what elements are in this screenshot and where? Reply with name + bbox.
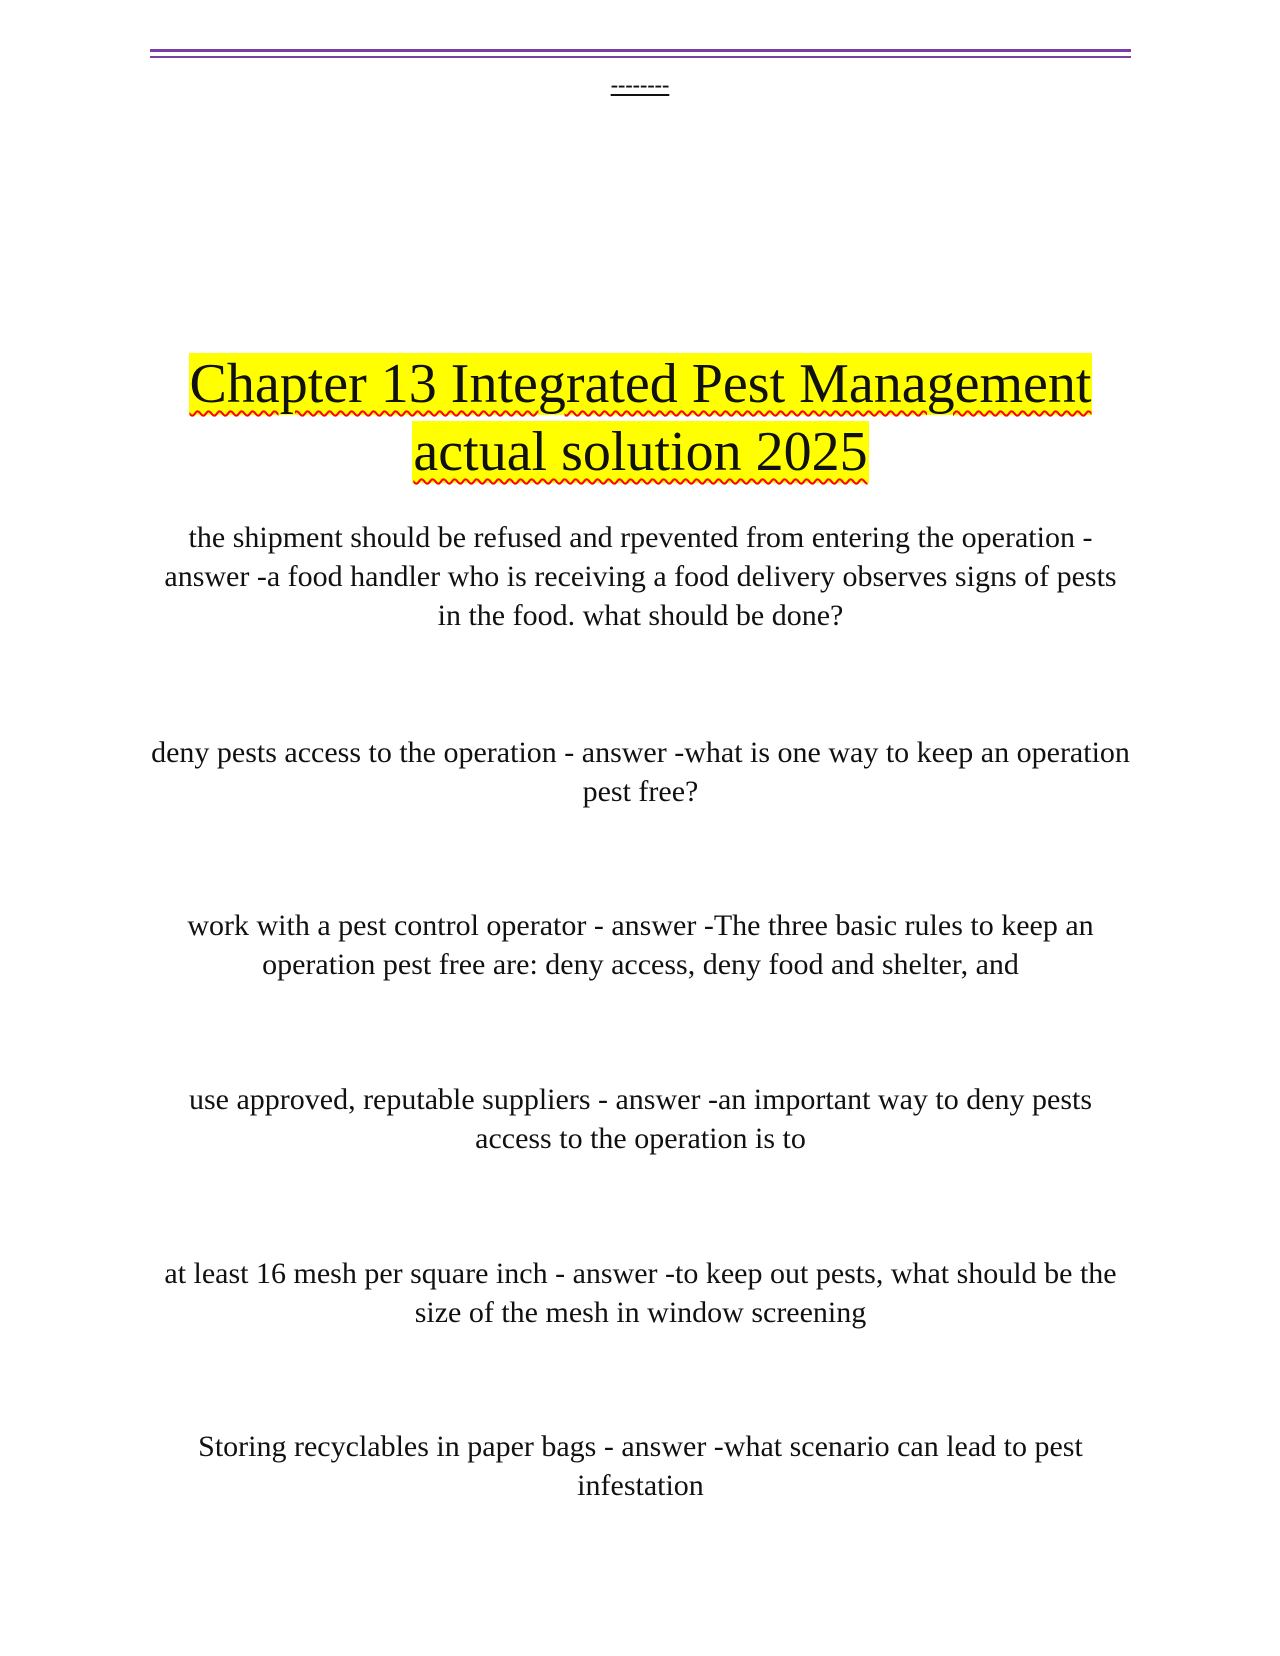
- qa-item-4: use approved, reputable suppliers - answer -an important way to deny pests access to the operation is to: [188, 1083, 1093, 1155]
- header-rule-bottom: [150, 56, 1131, 58]
- header-rule-top: [150, 49, 1131, 52]
- qa-item-3: work with a pest control operator - answer -The three basic rules to keep an operation pest free are: deny access, deny food and shelter, and: [187, 909, 1094, 981]
- qa-item-6: Storing recyclables in paper bags - answer -what scenario can lead to pest infestation: [198, 1430, 1083, 1502]
- title-line-2: actual solution 2025: [413, 421, 868, 483]
- qa-item-1: the shipment should be refused and rpevented from entering the operation - answer -a food handler who is receiving a food delivery observes signs of pests in the food. what should be done?: [164, 521, 1117, 632]
- document-title: [150, 350, 1131, 486]
- header-dashes: --------: [610, 72, 670, 97]
- title-line-1: Chapter 13 Integrated Pest Management: [189, 353, 1092, 415]
- qa-item-5: at least 16 mesh per square inch - answer -to keep out pests, what should be the size of the mesh in window screening: [164, 1257, 1117, 1329]
- qa-item-2: deny pests access to the operation - answer -what is one way to keep an operation pest free?: [151, 736, 1130, 808]
